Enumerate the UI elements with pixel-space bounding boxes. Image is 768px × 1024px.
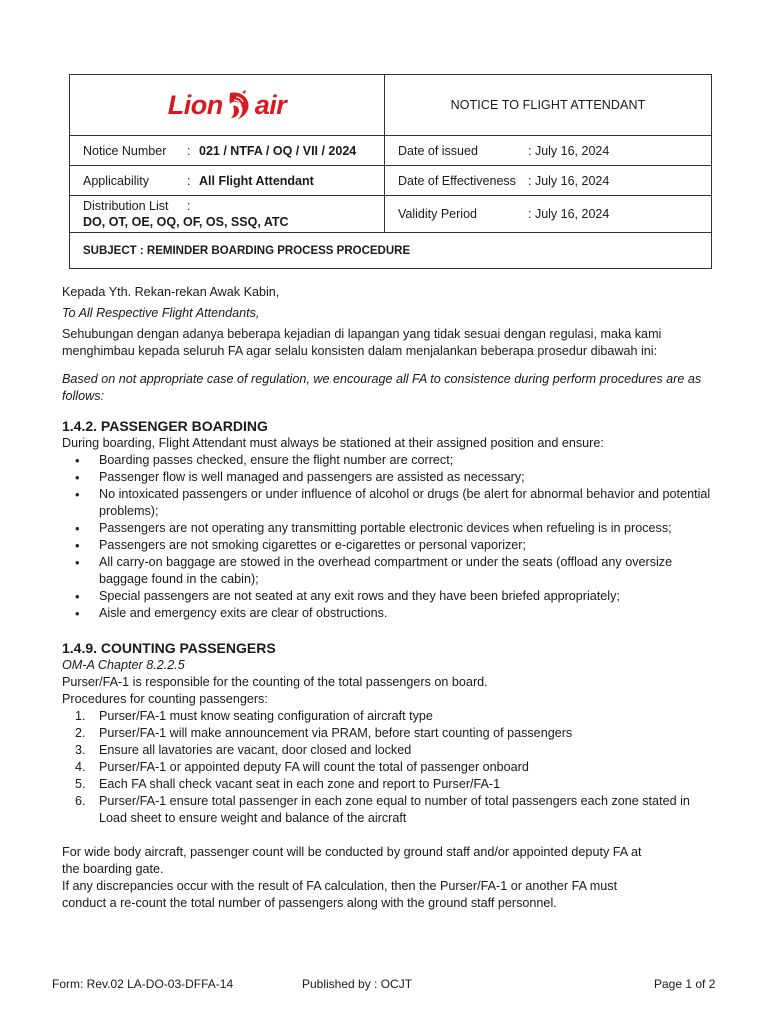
footer-form: Form: Rev.02 LA-DO-03-DFFA-14 <box>52 977 234 991</box>
applicability-sep: : <box>187 173 191 188</box>
section-passenger-boarding-lead: During boarding, Flight Attendant must always be stationed at their assigned position and ensure: <box>62 436 604 450</box>
notice-body <box>62 284 714 912</box>
intro-body-id: Sehubungan dengan adanya beberapa kejadian di lapangan yang tidak sesuai dengan regulasi, maka kami menghimbau kepada seluruh FA agar selalu konsisten dalam menjalankan beberapa prosedur dibawah ini: <box>62 327 662 358</box>
applicability-label: Applicability <box>83 173 150 188</box>
footer-published: Published by : OCJT <box>302 977 413 991</box>
applicability-value: All Flight Attendant <box>199 173 314 188</box>
date-effectiveness-label: Date of Effectiveness <box>398 173 516 188</box>
discrepancy-note: If any discrepancies occur with the result of FA calculation, then the Purser/FA-1 or another FA must conduct a re-count the total number of passengers along with the ground staff personnel. <box>62 879 618 910</box>
validity-cell <box>385 196 712 233</box>
section-counting-line1: Purser/FA-1 is responsible for the counting of the total passengers on board. <box>62 675 488 689</box>
subject-line: SUBJECT : REMINDER BOARDING PROCESS PROCEDURE <box>70 233 712 269</box>
step-text: Purser/FA-1 ensure total passenger in each zone equal to number of total passengers each zone stated in Load sheet to ensure weight and balance of the aircraft <box>99 794 690 825</box>
notice-number-label: Notice Number <box>83 143 167 158</box>
logo-text-air: air <box>254 89 287 120</box>
list-item: • Boarding passes checked, ensure the flight number are correct; <box>62 452 714 469</box>
footer-page: Page 1 of 2 <box>654 977 716 991</box>
distribution-label: Distribution List <box>83 199 169 213</box>
list-item <box>62 742 714 759</box>
step-number: 3. <box>75 743 86 757</box>
date-issued-cell <box>385 136 712 166</box>
counting-steps <box>62 708 714 827</box>
list-item: • All carry-on baggage are stowed in the overhead compartment or under the seats (offload any oversize baggage found in the cabin); <box>62 554 714 588</box>
notice-number-cell <box>70 136 385 166</box>
section-counting-passengers-title: 1.4.9. COUNTING PASSENGERS <box>62 640 276 656</box>
list-item <box>62 725 714 742</box>
list-item <box>62 776 714 793</box>
date-effectiveness-value: : July 16, 2024 <box>528 173 610 188</box>
list-item: • Aisle and emergency exits are clear of obstructions. <box>62 605 714 622</box>
list-item: • No intoxicated passengers or under influence of alcohol or drugs (be alert for abnormal behavior and potential problems); <box>62 486 714 520</box>
step-text: Ensure all lavatories are vacant, door closed and locked <box>99 743 412 757</box>
step-number: 1. <box>75 709 86 723</box>
notice-title: NOTICE TO FLIGHT ATTENDANT <box>385 75 712 136</box>
list-item <box>62 708 714 725</box>
logo-text-lion: Lion <box>167 89 223 120</box>
step-text: Each FA shall check vacant seat in each zone and report to Purser/FA-1 <box>99 777 501 791</box>
lion-emblem-icon <box>224 89 254 121</box>
intro-body-en: Based on not appropriate case of regulation, we encourage all FA to consistence during perform procedures are as follows: <box>62 372 702 403</box>
notice-header-table <box>69 74 712 269</box>
applicability-cell <box>70 166 385 196</box>
step-number: 2. <box>75 726 86 740</box>
list-item <box>62 759 714 776</box>
boarding-checklist <box>62 452 714 622</box>
step-text: Purser/FA-1 will make announcement via PRAM, before start counting of passengers <box>99 726 573 740</box>
list-item <box>62 793 714 827</box>
validity-label: Validity Period <box>398 207 477 221</box>
date-issued-label: Date of issued <box>398 143 478 158</box>
greeting-en: To All Respective Flight Attendants, <box>62 306 260 320</box>
step-number: 5. <box>75 777 86 791</box>
notice-number-value: 021 / NTFA / OQ / VII / 2024 <box>199 143 357 158</box>
section-passenger-boarding-title: 1.4.2. PASSENGER BOARDING <box>62 418 268 434</box>
list-item: • Passenger flow is well managed and passengers are assisted as necessary; <box>62 469 714 486</box>
step-text: Purser/FA-1 or appointed deputy FA will count the total of passenger onboard <box>99 760 529 774</box>
date-effectiveness-cell <box>385 166 712 196</box>
date-issued-value: : July 16, 2024 <box>528 143 610 158</box>
greeting-id: Kepada Yth. Rekan-rekan Awak Kabin, <box>62 285 280 299</box>
distribution-sep: : <box>187 199 191 213</box>
wide-body-note: For wide body aircraft, passenger count will be conducted by ground staff and/or appointed deputy FA at the boarding gate. <box>62 845 642 876</box>
notice-number-sep: : <box>187 143 191 158</box>
distribution-value: DO, OT, OE, OQ, OF, OS, SSQ, ATC <box>83 215 289 229</box>
step-number: 4. <box>75 760 86 774</box>
section-counting-ref: OM-A Chapter 8.2.2.5 <box>62 658 185 672</box>
step-number: 6. <box>75 794 86 808</box>
step-text: Purser/FA-1 must know seating configuration of aircraft type <box>99 709 433 723</box>
distribution-cell <box>70 196 385 233</box>
list-item: • Passengers are not smoking cigarettes or e-cigarettes or personal vaporizer; <box>62 537 714 554</box>
section-counting-line2: Procedures for counting passengers: <box>62 692 268 706</box>
lion-air-logo <box>168 89 287 121</box>
logo-cell <box>70 75 385 136</box>
list-item: • Special passengers are not seated at any exit rows and they have been briefed appropriately; <box>62 588 714 605</box>
list-item: • Passengers are not operating any transmitting portable electronic devices when refueling is in process; <box>62 520 714 537</box>
validity-value: : July 16, 2024 <box>528 207 610 221</box>
